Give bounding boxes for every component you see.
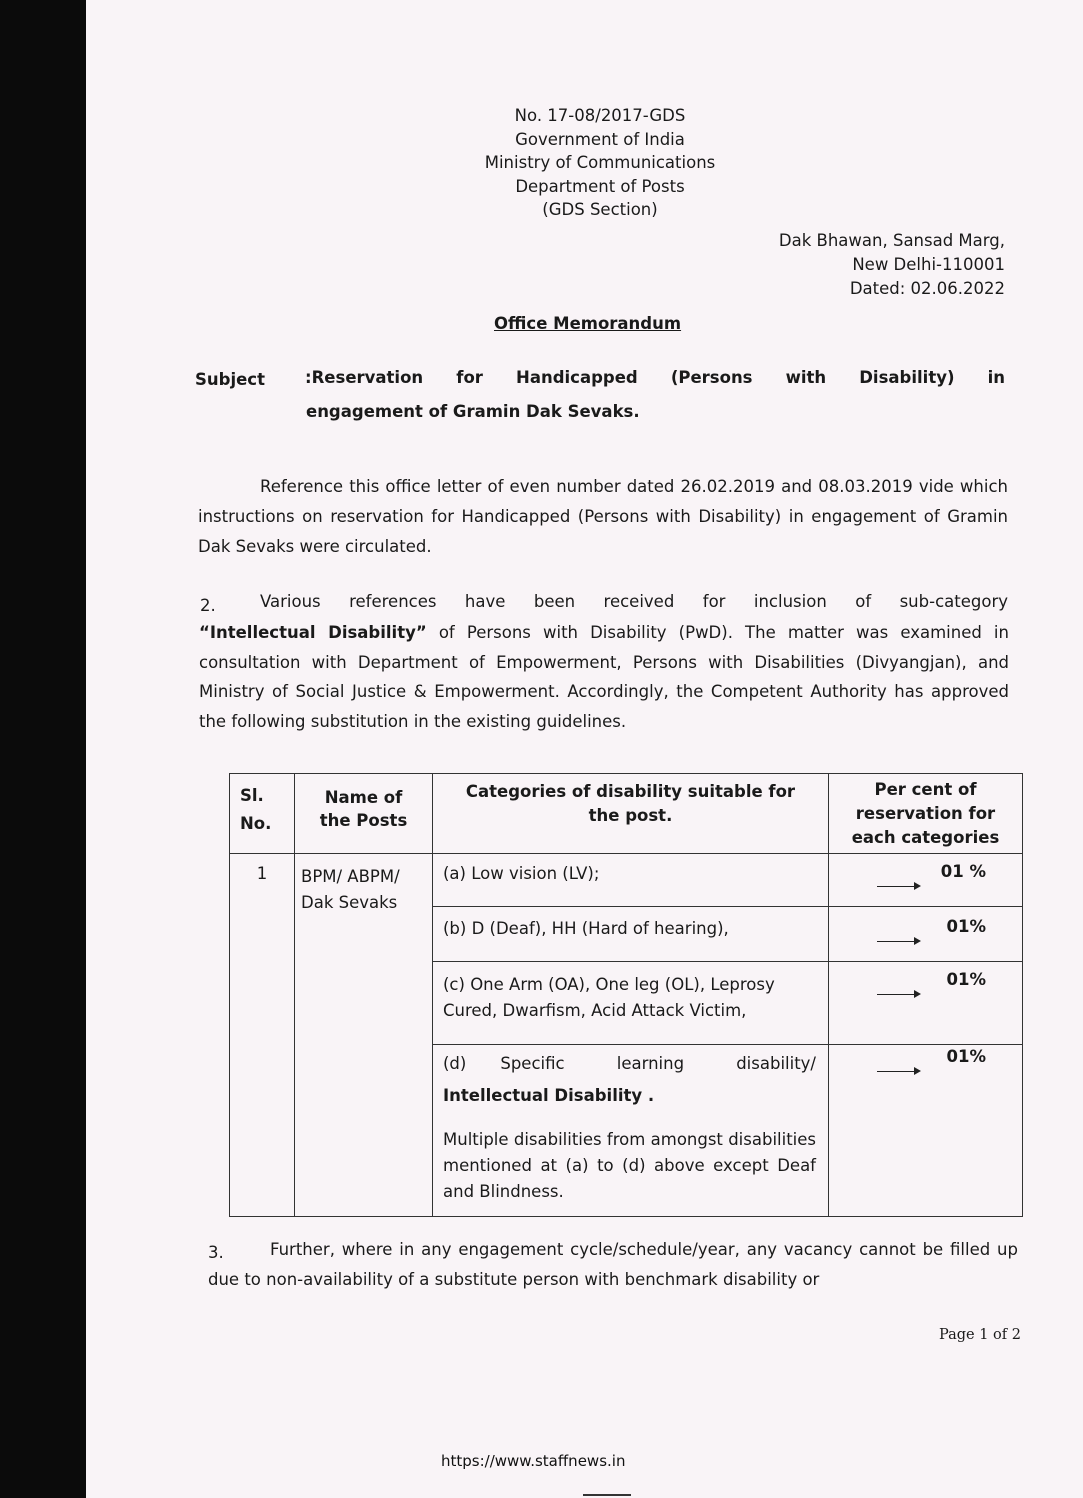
reservation-table xyxy=(229,773,1023,1217)
arrow-icon xyxy=(877,876,933,895)
para2-rest: of Persons with Disability (PwD). The matter was examined in consultation with Department of Empowerment, Persons with Disabilities (Divyangjan), and Ministry of Social Justice & Empowerment. Accordingly, the Competent Authority has approved the following substitution in the existing guidelines. xyxy=(199,623,1009,731)
para2-number: 2. xyxy=(200,596,216,615)
header-category-text: Categories of disability suitable for the post. xyxy=(465,782,796,825)
category-b: (b) D (Deaf), HH (Hard of hearing), xyxy=(433,907,829,962)
header-post-name xyxy=(295,774,433,854)
subject-label: Subject xyxy=(195,370,265,389)
category-d-prefix: (d) xyxy=(443,1054,467,1073)
category-c: (c) One Arm (OA), One leg (OL), Leprosy Cured, Dwarfism, Acid Attack Victim, xyxy=(433,962,829,1045)
scan-mark xyxy=(583,1494,631,1496)
memo-date: Dated: 02.06.2022 xyxy=(849,279,1005,298)
row-sl-no: 1 xyxy=(230,854,295,1217)
percent-b-cell xyxy=(829,907,1023,962)
para3-number: 3. xyxy=(208,1243,224,1262)
percent-d: 01% xyxy=(946,1047,986,1066)
paragraph-2 xyxy=(199,618,1009,736)
header-percent xyxy=(829,774,1023,854)
ministry-line: Ministry of Communications xyxy=(484,153,716,172)
government-line: Government of India xyxy=(515,129,685,149)
table-header-row xyxy=(230,774,1023,854)
header-sl-text: Sl. No. xyxy=(240,786,272,833)
header-sl-no xyxy=(230,774,295,854)
page-title: Office Memorandum xyxy=(494,314,682,333)
category-d-extra: Multiple disabilities from amongst disabilities mentioned at (a) to (d) above except Deaf and Blindness. xyxy=(443,1130,816,1201)
file-number: No. 17-08/2017-GDS xyxy=(514,106,686,125)
memo-header xyxy=(470,104,730,222)
percent-a: 01 % xyxy=(940,862,986,881)
address-block xyxy=(685,229,1005,301)
row-post-text: BPM/ ABPM/ Dak Sevaks xyxy=(301,867,400,912)
header-categories xyxy=(433,774,829,854)
address-line2: New Delhi-110001 xyxy=(852,255,1005,274)
percent-c-cell xyxy=(829,962,1023,1045)
department-line: Department of Posts xyxy=(515,176,685,196)
page-number: Page 1 of 2 xyxy=(939,1327,1021,1343)
arrow-icon xyxy=(877,984,933,1003)
percent-b: 01% xyxy=(946,917,986,936)
category-d-bold: Intellectual Disability . xyxy=(443,1086,655,1105)
percent-a-cell xyxy=(829,854,1023,907)
scan-margin xyxy=(0,0,86,1498)
subject-line1 xyxy=(305,368,1005,387)
subject-prefix: :Reservation xyxy=(305,368,424,387)
header-post-text: Name of the Posts xyxy=(319,788,408,830)
category-d xyxy=(433,1045,829,1217)
percent-c: 01% xyxy=(946,970,986,989)
paragraph-3: Further, where in any engagement cycle/schedule/year, any vacancy cannot be filled up due to non-availability of a substitute person with benchmark disability or xyxy=(208,1240,1018,1289)
arrow-icon xyxy=(877,931,933,950)
category-d-heading xyxy=(443,1051,816,1077)
intellectual-disability-term: “Intellectual Disability” xyxy=(199,623,427,642)
paragraph-1: Reference this office letter of even number dated 26.02.2019 and 08.03.2019 vide which instructions on reservation for Handicapped (Persons with Disability) in engagement of Gramin Dak Sevaks were circulated. xyxy=(198,477,1008,556)
header-percent-text: Per cent of reservation for each categories xyxy=(851,780,1000,847)
arrow-icon xyxy=(877,1061,933,1080)
table-row xyxy=(230,854,1023,907)
subject-line2: engagement of Gramin Dak Sevaks. xyxy=(306,402,640,421)
footer-url[interactable]: https://www.staffnews.in xyxy=(441,1452,626,1470)
para2-line1: Various references have been received for inclusion of sub-category xyxy=(260,592,1008,611)
category-d-main: Specific learning disability/ xyxy=(500,1054,816,1073)
section-line: (GDS Section) xyxy=(542,200,658,219)
subject-line1-rest: for Handicapped (Persons with Disability) in xyxy=(456,368,1005,387)
percent-d-cell xyxy=(829,1045,1023,1217)
row-post-name xyxy=(295,854,433,1217)
address-line1: Dak Bhawan, Sansad Marg, xyxy=(778,231,1005,250)
category-a: (a) Low vision (LV); xyxy=(433,854,829,907)
